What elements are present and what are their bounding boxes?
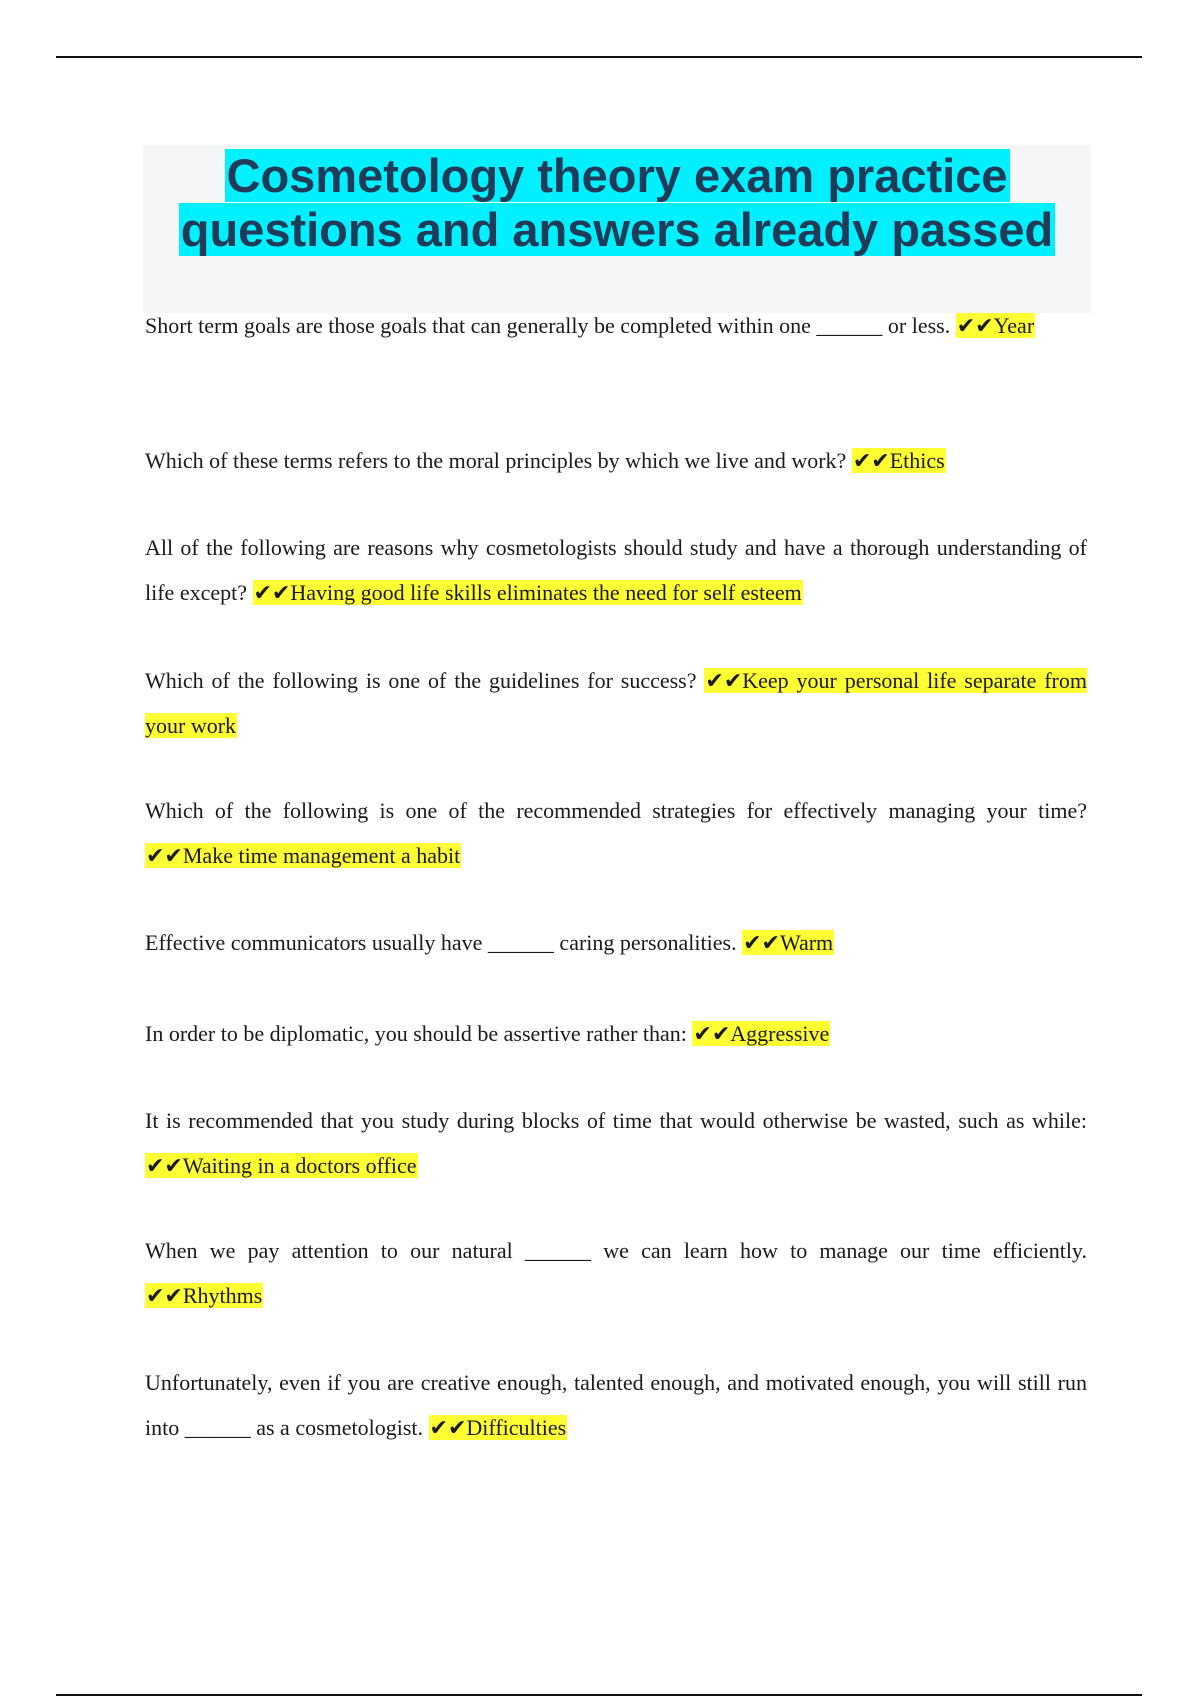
qa-item — [145, 788, 1087, 878]
question-text: Effective communicators usually have ______ caring personalities. — [145, 930, 737, 955]
answer-highlight: ✔✔Ethics — [852, 448, 945, 473]
question-text: In order to be diplomatic, you should be assertive rather than: — [145, 1021, 687, 1046]
qa-item — [145, 658, 1087, 748]
qa-item — [145, 438, 1087, 483]
title-line-1: Cosmetology theory exam practice — [226, 149, 1008, 202]
qa-item — [145, 525, 1087, 615]
qa-item — [145, 1228, 1087, 1318]
qa-item — [145, 1360, 1087, 1450]
question-text: Short term goals are those goals that can generally be completed within one ______ or less. — [145, 313, 951, 338]
qa-item — [145, 920, 1087, 965]
question-text: Which of the following is one of the guidelines for success? — [145, 668, 697, 693]
answer-highlight: ✔✔Keep your personal life separate from your work — [145, 668, 1087, 738]
answer-highlight: ✔✔Waiting in a doctors office — [146, 1153, 417, 1178]
qa-item — [145, 303, 1087, 348]
question-text: Which of the following is one of the recommended strategies for effectively managing your time? — [145, 798, 1087, 823]
answer-highlight: ✔✔Warm — [743, 930, 834, 955]
answer-highlight: ✔✔Make time management a habit — [146, 843, 461, 868]
question-text: Which of these terms refers to the moral principles by which we live and work? — [145, 448, 847, 473]
question-text: It is recommended that you study during blocks of time that would otherwise be wasted, such as while: — [145, 1108, 1087, 1133]
answer-highlight: ✔✔Rhythms — [146, 1283, 263, 1308]
answer-highlight: ✔✔Year — [956, 313, 1035, 338]
answer-highlight: ✔✔Having good life skills eliminates the need for self esteem — [253, 580, 802, 605]
footer-rule — [56, 1694, 1142, 1696]
qa-item — [145, 1011, 1087, 1056]
header-rule — [56, 56, 1142, 58]
question-text: All of the following are reasons why cosmetologists should study and have a thorough understanding of life except? — [145, 535, 1087, 605]
qa-item — [145, 1098, 1087, 1188]
question-text: Unfortunately, even if you are creative enough, talented enough, and motivated enough, you will still run into ______ as a cosmetologist. — [145, 1370, 1087, 1440]
question-text: When we pay attention to our natural ______ we can learn how to manage our time efficiently. — [145, 1238, 1087, 1263]
title-block — [143, 145, 1091, 313]
answer-highlight: ✔✔Difficulties — [429, 1415, 567, 1440]
document-title — [143, 145, 1091, 257]
answer-highlight: ✔✔Aggressive — [693, 1021, 830, 1046]
title-line-2: questions and answers already passed — [180, 203, 1054, 256]
